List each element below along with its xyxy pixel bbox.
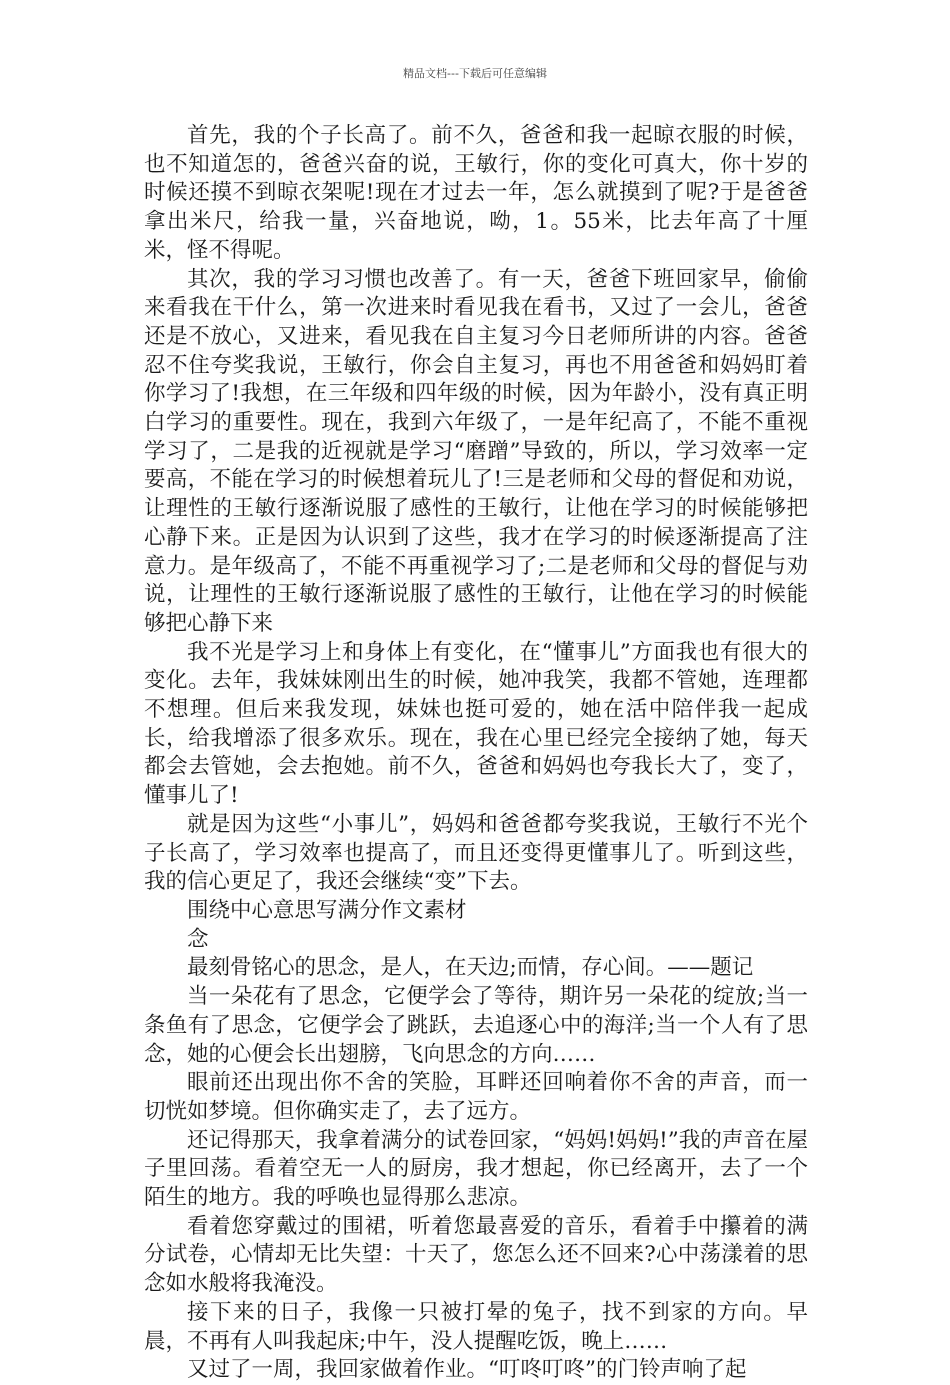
paragraph: 接下来的日子，我像一只被打晕的兔子，找不到家的方向。早晨，不再有人叫我起床;中午，没人提醒吃饭，晚上…… xyxy=(144,1299,808,1354)
page-header: 精品文档---下载后可任意编辑 xyxy=(403,67,547,80)
paragraph: 还记得那天，我拿着满分的试卷回家，“妈妈!妈妈!”我的声音在屋子里回荡。看着空无一人的厨房，我才想起，你已经离开，去了一个陌生的地方。我的呼唤也显得那么悲凉。 xyxy=(144,1127,808,1211)
epigraph: 最刻骨铭心的思念，是人，在天边;而情，存心间。——题记 xyxy=(187,955,754,981)
essay-title: 念 xyxy=(187,926,209,952)
paragraph: 就是因为这些“小事儿”，妈妈和爸爸都夸奖我说，王敏行不光个子长高了，学习效率也提高了，而且还变得更懂事儿了。听到这些，我的信心更足了，我还会继续“变”下去。 xyxy=(144,811,808,895)
paragraph: 当一朵花有了思念，它便学会了等待，期许另一朵花的绽放;当一条鱼有了思念，它便学会了跳跃，去追逐心中的海洋;当一个人有了思念，她的心便会长出翅膀，飞向思念的方向…… xyxy=(144,984,808,1067)
document-body xyxy=(144,122,808,1385)
paragraph: 其次，我的学习习惯也改善了。有一天，爸爸下班回家早，偷偷来看我在干什么，第一次进来时看见我在看书，又过了一会儿，爸爸还是不放心，又进来，看见我在自主复习今日老师所讲的内容。爸爸忍不住夸奖我说，王敏行，你会自主复习，再也不用爸爸和妈妈盯着你学习了!我想，在三年级和四年级的时候，因为年龄小，没有真正明白学习的重要性。现在，我到六年级了，一是年纪高了，不能不重视学习了，二是我的近视就是学习“磨蹭”导致的，所以，学习效率一定要高，不能在学习的时候想着玩儿了!三是老师和父母的督促和劝说，让理性的王敏行逐渐说服了感性的王敏行，让他在学习的时候能够把心静下来。正是因为认识到了这些，我才在学习的时候逐渐提高了注意力。是年级高了，不能不再重视学习了;二是老师和父母的督促与劝说，让理性的王敏行逐渐说服了感性的王敏行，让他在学习的时候能够把心静下来 xyxy=(144,266,808,636)
paragraph: 首先，我的个子长高了。前不久，爸爸和我一起晾衣服的时候，也不知道怎的，爸爸兴奋的说，王敏行，你的变化可真大，你十岁的时候还摸不到晾衣架呢!现在才过去一年，怎么就摸到了呢?于是爸爸拿出米尺，给我一量，兴奋地说，呦，1。55米，比去年高了十厘米，怪不得呢。 xyxy=(144,123,808,263)
paragraph: 我不光是学习上和身体上有变化，在“懂事儿”方面我也有很大的变化。去年，我妹妹刚出生的时候，她冲我笑，我都不管她，连理都不想理。但后来我发现，妹妹也挺可爱的，她在活中陪伴我一起成长，给我增添了很多欢乐。现在，我在心里已经完全接纳了她，每天都会去管她，会去抱她。前不久，爸爸和妈妈也夸我长大了，变了，懂事儿了! xyxy=(144,639,808,809)
paragraph: 看着您穿戴过的围裙，听着您最喜爱的音乐，看着手中攥着的满分试卷，心情却无比失望：十天了，您怎么还不回来?心中荡漾着的思念如水般将我淹没。 xyxy=(144,1213,808,1297)
paragraph: 又过了一周，我回家做着作业。“叮咚叮咚”的门铃声响了起 xyxy=(187,1357,747,1383)
paragraph: 眼前还出现出你不舍的笑脸，耳畔还回响着你不舍的声音，而一切恍如梦境。但你确实走了，去了远方。 xyxy=(144,1070,808,1124)
section-heading: 围绕中心意思写满分作文素材 xyxy=(187,897,467,923)
